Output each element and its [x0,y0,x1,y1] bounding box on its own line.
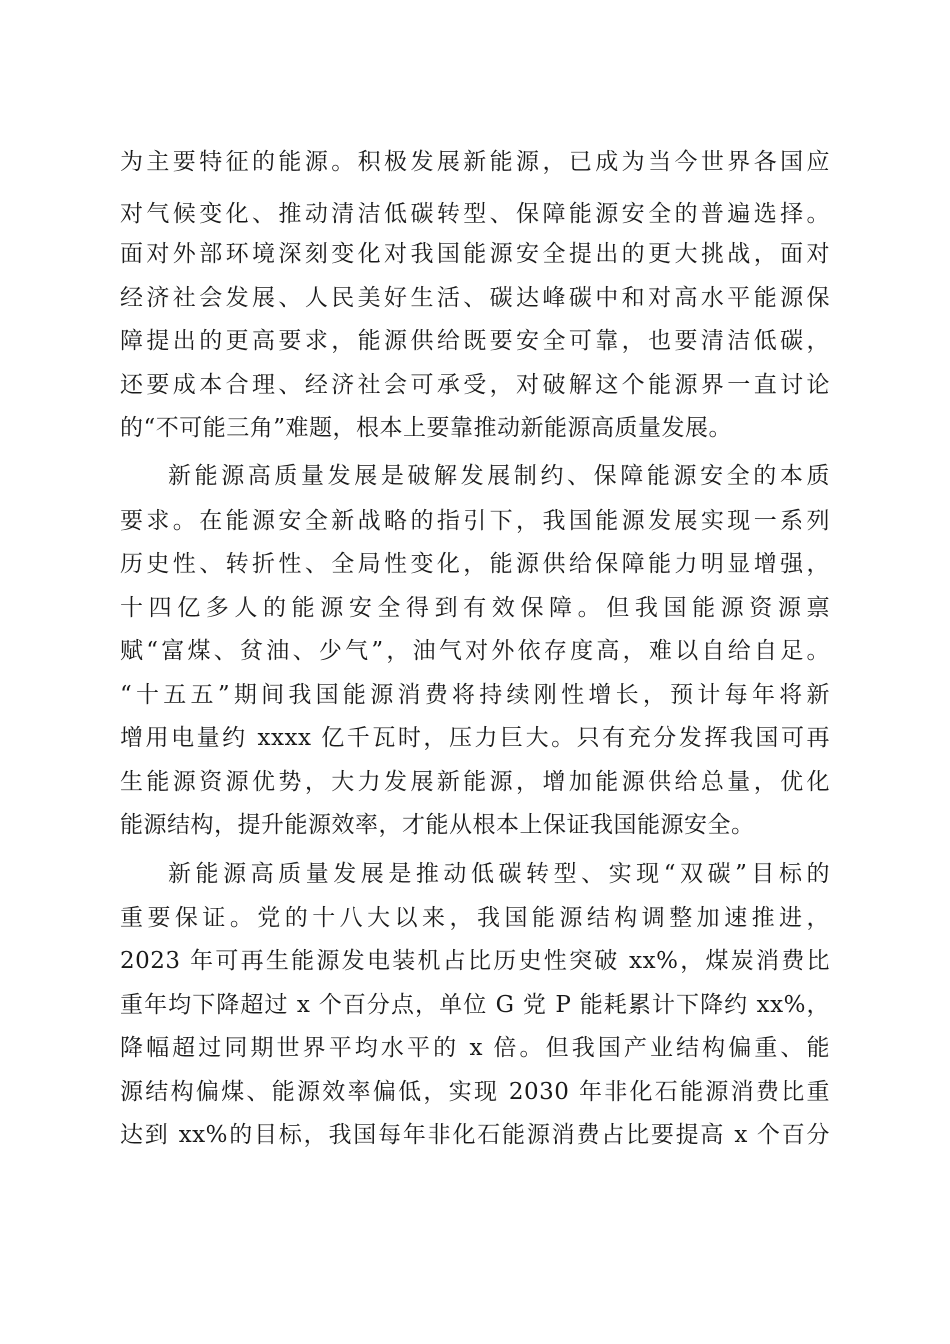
text-line: 达到 xx%的目标，我国每年非化石能源消费占比要提高 x 个百分 [120,1122,830,1148]
text-line: 要求。在能源安全新战略的指引下，我国能源发展实现一系列 [120,508,830,534]
text-line: 的“不可能三角”难题，根本上要靠推动新能源高质量发展。 [120,415,733,441]
text-line: 经济社会发展、人民美好生活、碳达峰碳中和对高水平能源保 [120,285,830,311]
text-line: 源结构偏煤、能源效率偏低，实现 2030 年非化石能源消费比重 [120,1079,830,1105]
text-line: 新能源高质量发展是破解发展制约、保障能源安全的本质 [168,463,830,489]
text-line: 历史性、转折性、全局性变化，能源供给保障能力明显增强， [120,551,830,577]
text-line: 十四亿多人的能源安全得到有效保障。但我国能源资源禀 [120,595,830,621]
text-line: 对气候变化、推动清洁低碳转型、保障能源安全的普遍选择。 [120,201,830,227]
text-line: 能源结构，提升能源效率，才能从根本上保证我国能源安全。 [120,812,755,838]
text-line: 降幅超过同期世界平均水平的 x 倍。但我国产业结构偏重、能 [120,1035,830,1061]
text-line: 赋“富煤、贫油、少气”，油气对外依存度高，难以自给自足。 [120,638,830,664]
text-line: 还要成本合理、经济社会可承受，对破解这个能源界一直讨论 [120,372,830,398]
text-line: 新能源高质量发展是推动低碳转型、实现“双碳”目标的 [168,861,830,887]
text-line: 2023 年可再生能源发电装机占比历史性突破 xx%，煤炭消费比 [120,948,830,974]
text-line: 面对外部环境深刻变化对我国能源安全提出的更大挑战，面对 [120,241,830,267]
text-line: 为主要特征的能源。积极发展新能源，已成为当今世界各国应 [120,149,830,175]
text-line: “十五五”期间我国能源消费将持续刚性增长，预计每年将新 [120,682,830,708]
text-line: 障提出的更高要求，能源供给既要安全可靠，也要清洁低碳， [120,328,830,354]
text-line: 生能源资源优势，大力发展新能源，增加能源供给总量，优化 [120,769,830,795]
text-line: 增用电量约 xxxx 亿千瓦时，压力巨大。只有充分发挥我国可再 [120,725,830,751]
text-line: 重年均下降超过 x 个百分点，单位 G 党 P 能耗累计下降约 xx%， [120,992,830,1018]
text-line: 重要保证。党的十八大以来，我国能源结构调整加速推进， [120,905,830,931]
